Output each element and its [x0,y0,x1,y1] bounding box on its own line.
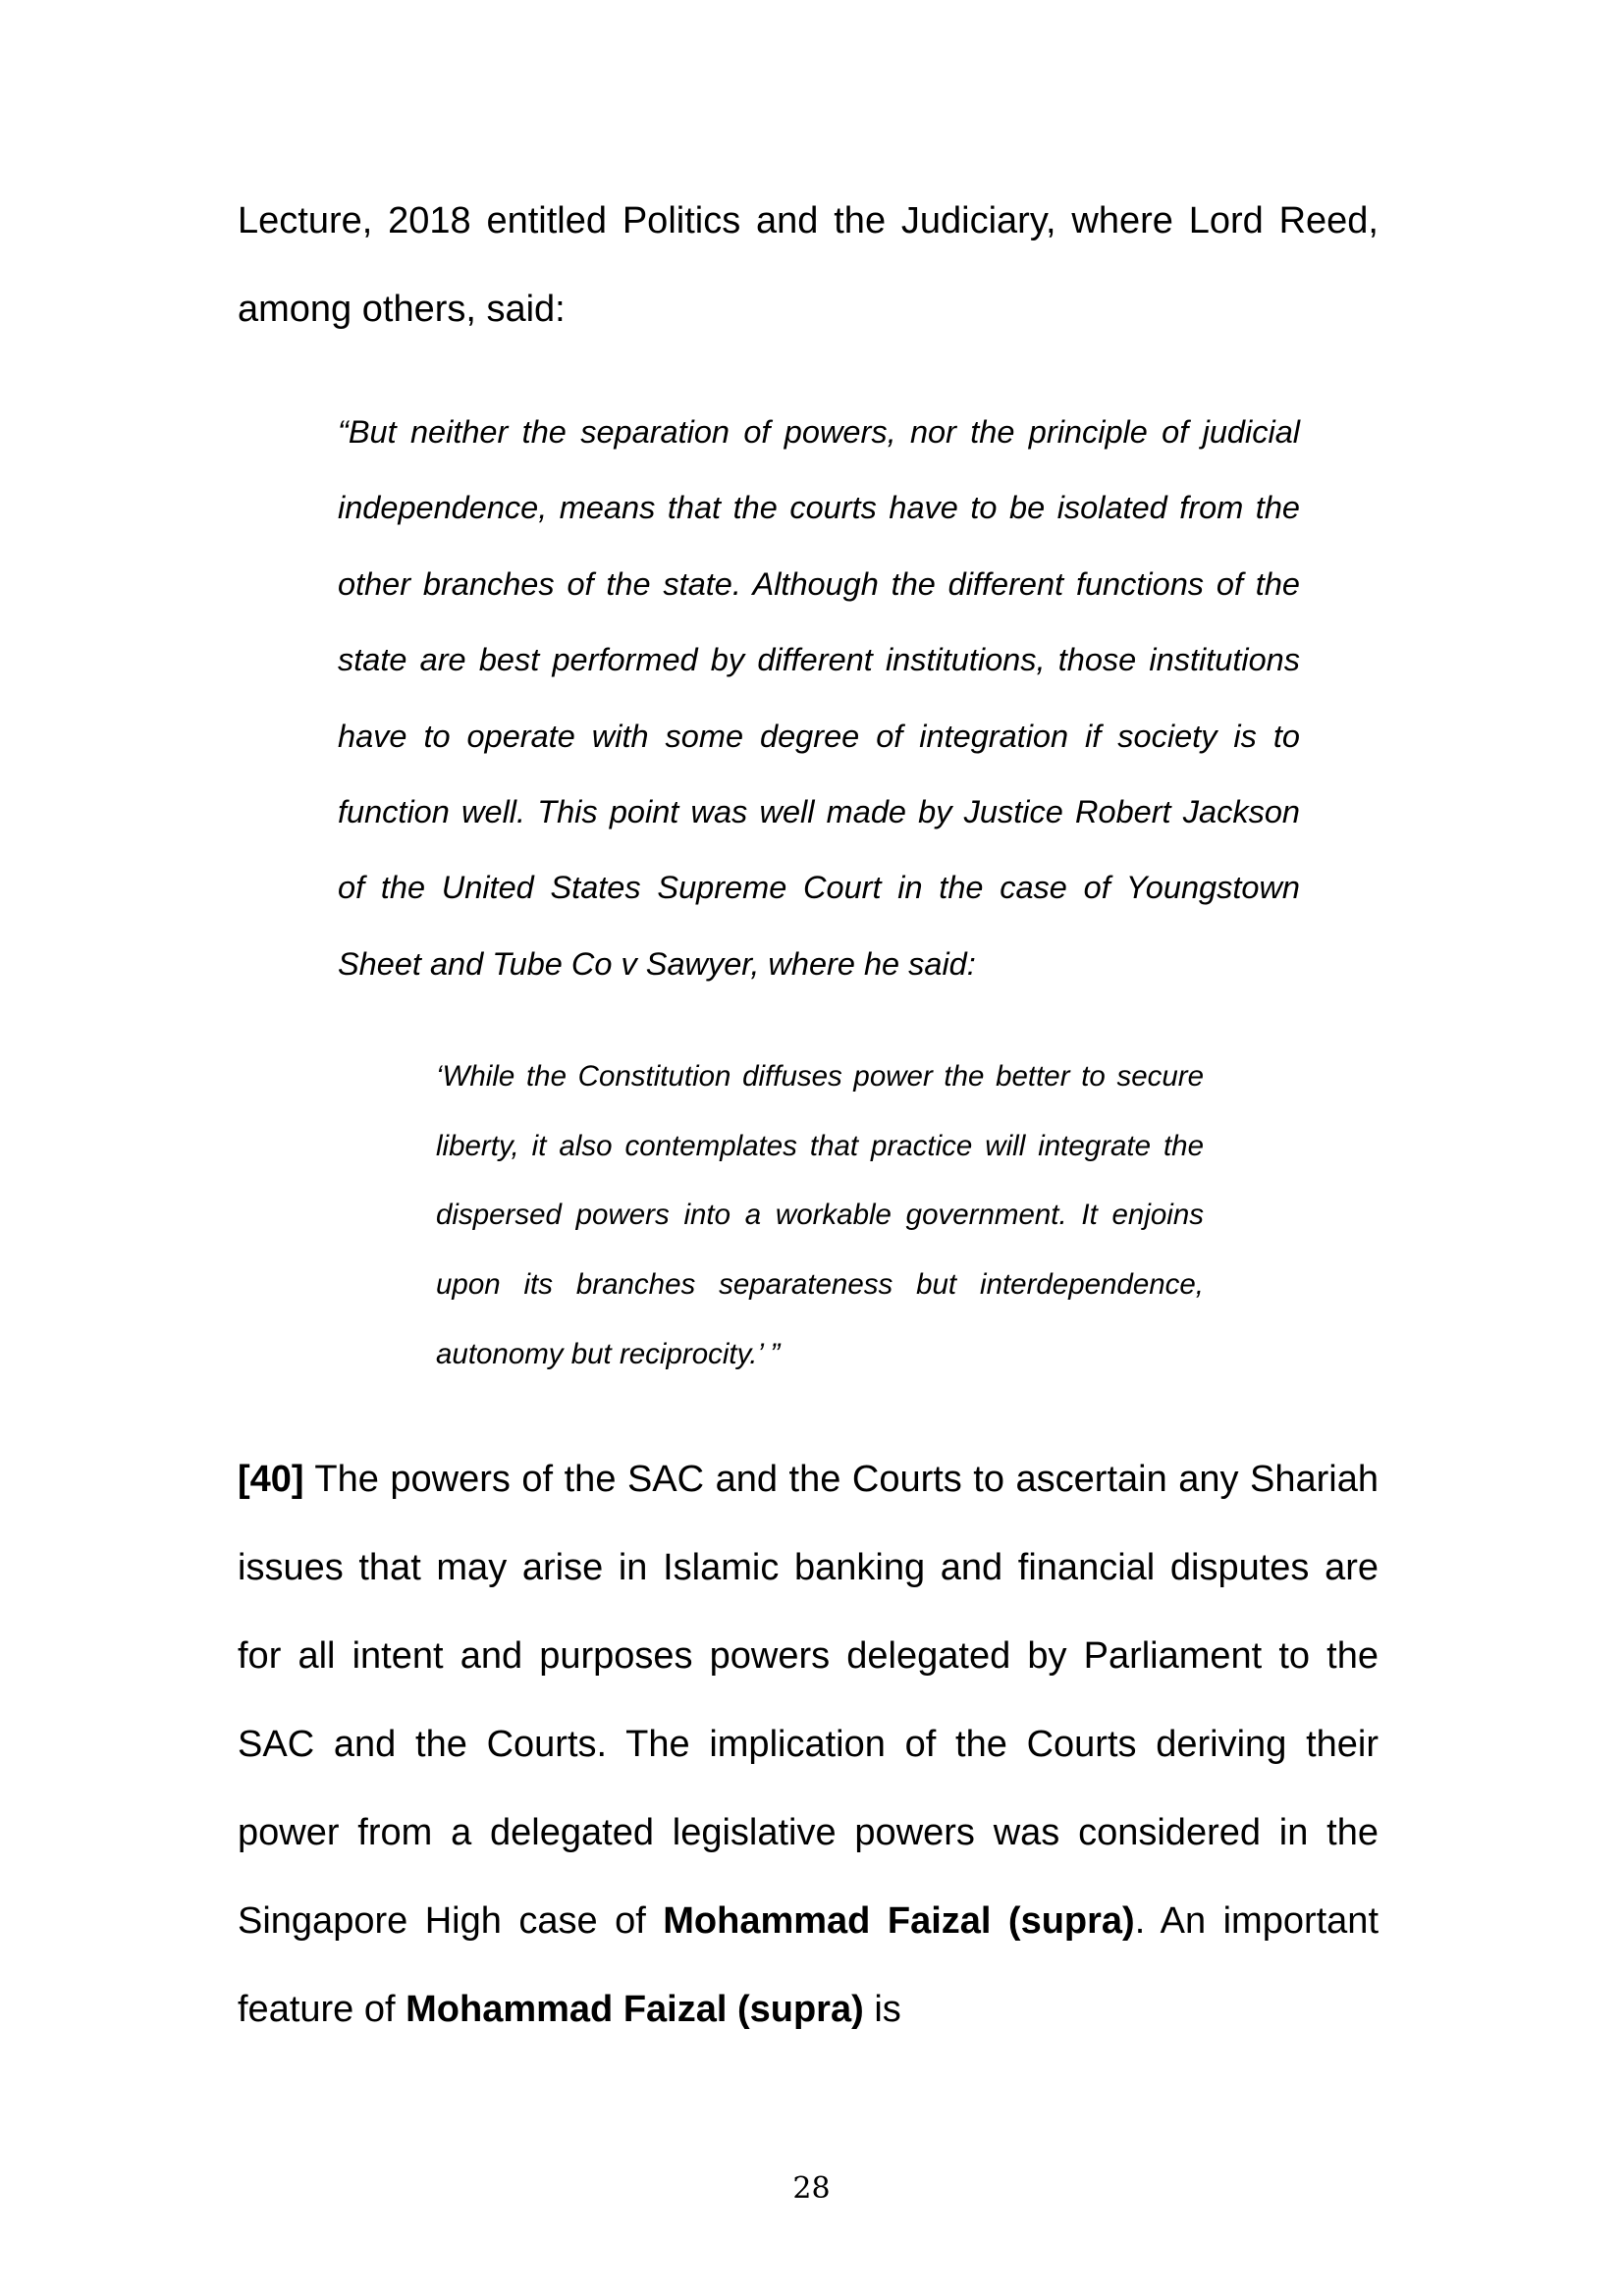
paragraph-40-text-2: . An important feature of [238,1900,1379,2030]
outer-quotation [338,395,1300,1002]
paragraph-40-text-3: is [863,1989,901,2030]
inner-quotation [436,1042,1204,1390]
inner-quotation-text: ‘While the Constitution diffuses power the better to secure liberty, it also contemplates that practice will integrate the dispersed powers into a workable government. It enjoins upon its branches separateness but interdependence, autonomy but reciprocity [436,1060,1204,1370]
intro-paragraph: Lecture, 2018 entitled Politics and the Judiciary, where Lord Reed, among others, said: [238,200,1379,330]
case-reference: Mohammad Faizal (supra) [663,1900,1135,1942]
opening-quote-mark: “ [338,414,349,450]
paragraph-40-text-1: The powers of the SAC and the Courts to ascertain any Shariah issues that may arise in Islamic banking and financial disputes are for all intent and purposes powers delegated by Parliament to the SAC and the Courts. The implication of the Courts deriving their power from a delegated legislative powers was considered in the Singapore High case of [238,1459,1379,1942]
paragraph-number: [40] [238,1459,304,1500]
paragraph-40 [238,1435,1379,2054]
outer-quotation-text: But neither the separation of powers, nor the principle of judicial independence, means that the courts have to be isolated from the other branches of the state. Although the different functions of the state are best performed by different institutions, those institutions have to operate with some degree of integration if society is to function well. This point was well made by Justice Robert Jackson of the United States Supreme Court in the case of Youngstown Sheet and Tube Co v Sawyer, where he said: [338,414,1300,982]
closing-quote-marks: .’ ” [749,1337,781,1370]
case-reference: Mohammad Faizal (supra) [406,1989,864,2030]
page-number: 28 [792,2171,831,2206]
